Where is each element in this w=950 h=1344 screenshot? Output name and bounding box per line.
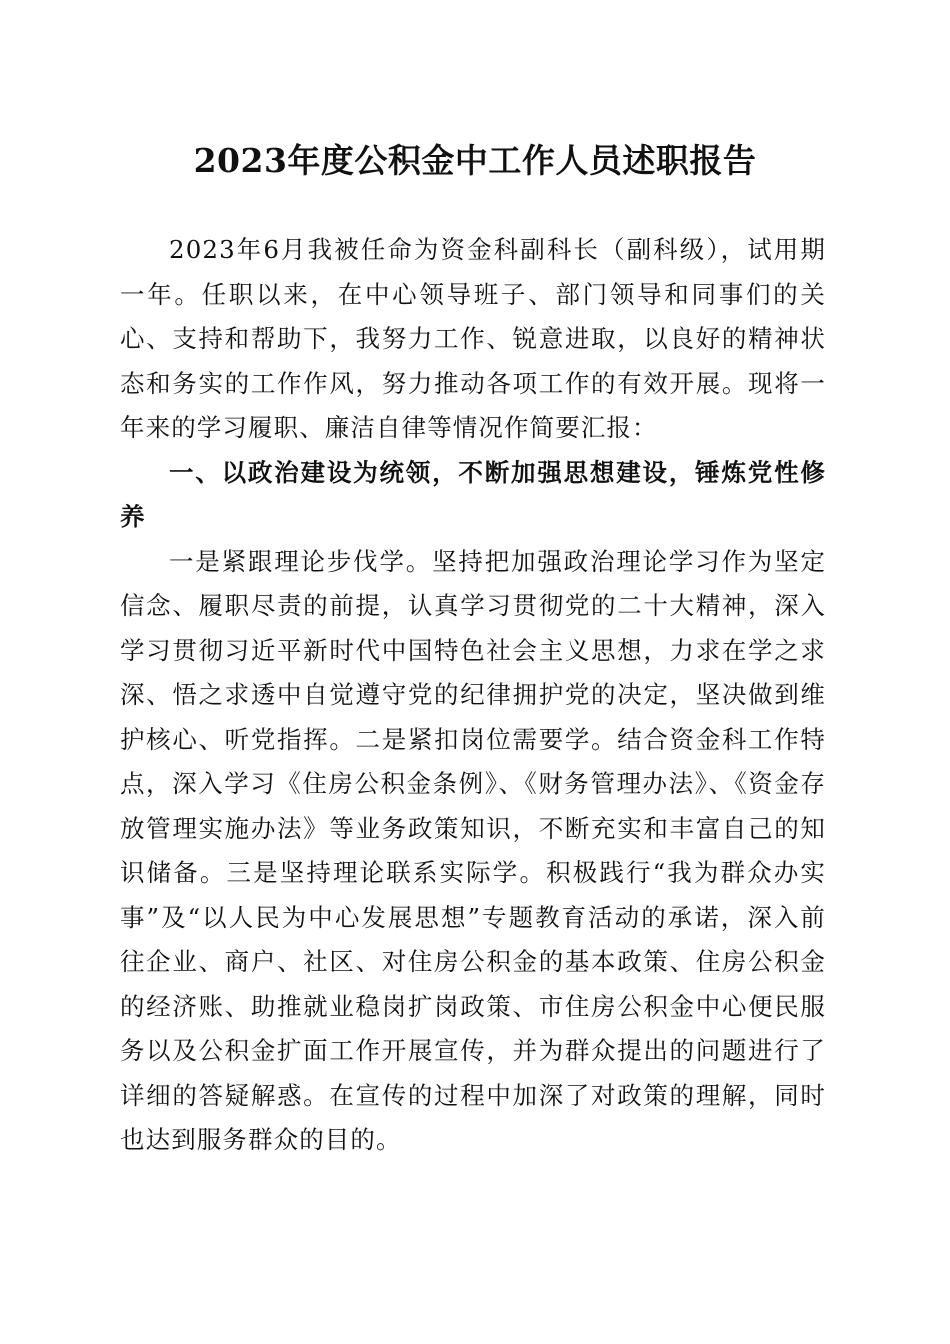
document-body — [120, 228, 826, 1163]
section-heading: 一、以政治建设为统领，不断加强思想建设，锤炼党性修养 — [120, 457, 826, 531]
paragraph-lead: 一是紧跟理论步伐学。 — [169, 546, 433, 576]
document-title: 2023年度公积金中工作人员述职报告 — [193, 141, 757, 180]
paragraph-body: 坚持把加强政治理论学习作为坚定信念、履职尽责的前提，认真学习贯彻党的二十大精神，深入学习贯彻习近平新时代中国特色社会主义思想，力求在学之求深、悟之求透中自觉遵守党的纪律拥护党的决定，坚决做到维护核心、听党指挥。二是紧扣岗位需要学。结合资金科工作特点，深入学习《住房公积金条例》、《财务管理办法》、《资金存放管理实施办法》等业务政策知识，不断充实和丰富自己的知识储备。三是坚持理论联系实际学。积极践行“我为群众办实事”及“以人民为中心发展思想”专题教育活动的承诺，深入前往企业、商户、社区、对住房公积金的基本政策、住房公积金的经济账、助推就业稳岗扩岗政策、市住房公积金中心便民服务以及公积金扩面工作开展宣传，并为群众提出的问题进行了详细的答疑解惑。在宣传的过程中加深了对政策的理解，同时也达到服务群众的目的。 — [120, 546, 827, 1154]
intro-paragraph: 2023年6月我被任命为资金科副科长（副科级），试用期一年。任职以来，在中心领导班子、部门领导和同事们的关心、支持和帮助下，我努力工作、锐意进取，以良好的精神状态和务实的工作作风，努力推动各项工作的有效开展。现将一年来的学习履职、廉洁自律等情况作简要汇报： — [120, 235, 826, 442]
section-paragraph — [120, 540, 826, 1163]
